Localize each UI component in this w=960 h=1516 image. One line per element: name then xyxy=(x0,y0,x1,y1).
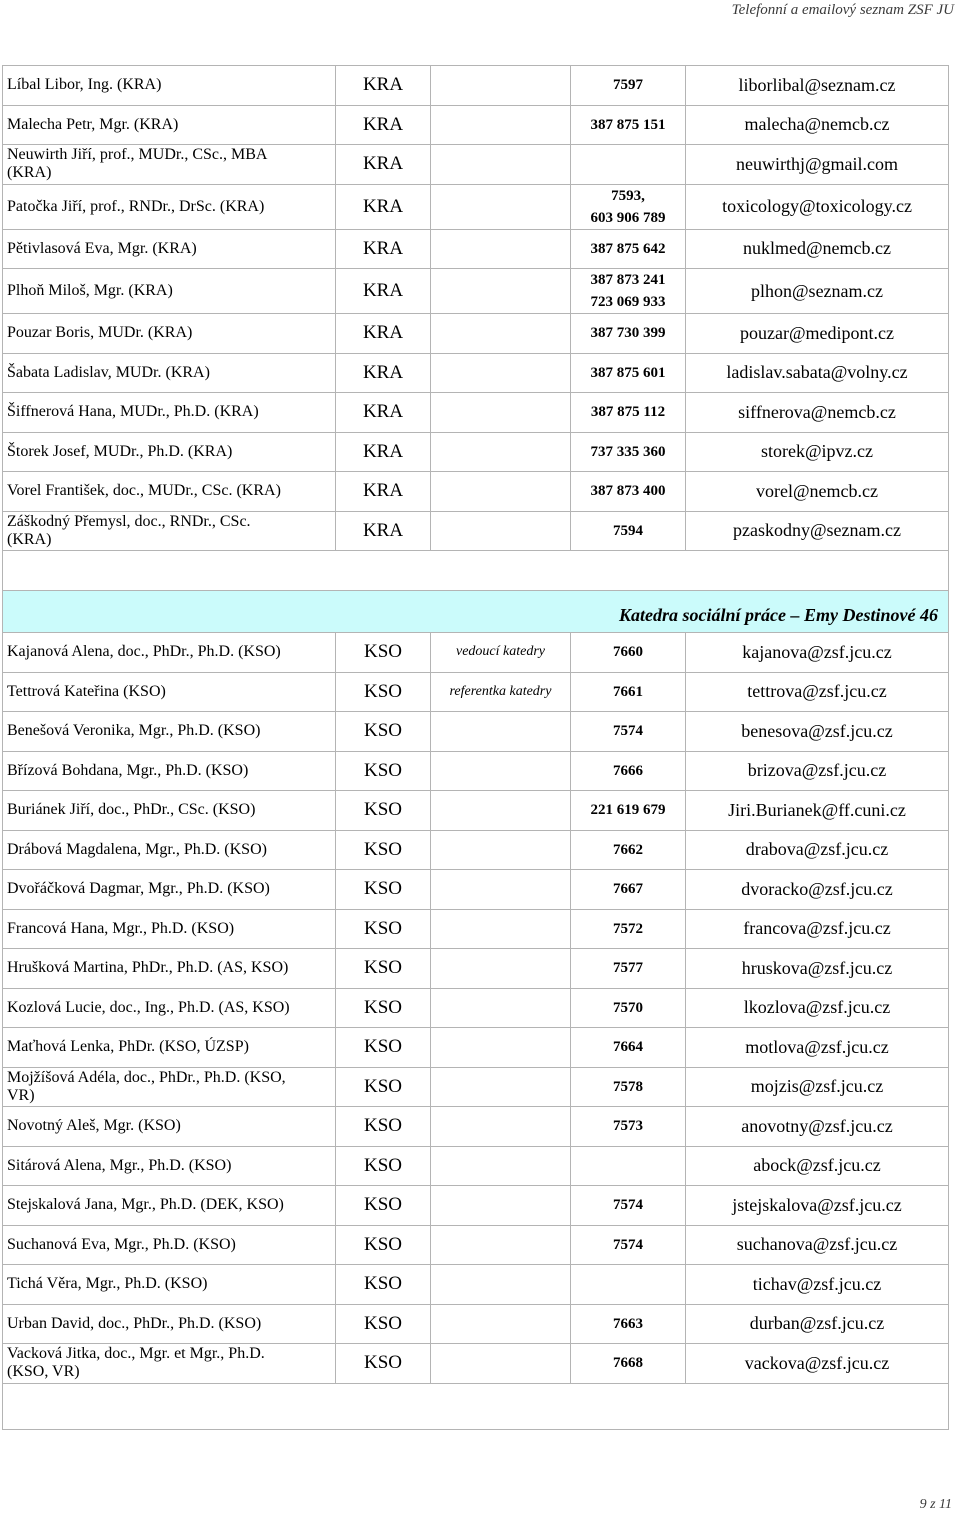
section-heading-row xyxy=(3,591,949,633)
role-cell xyxy=(431,269,571,314)
table-row xyxy=(3,269,949,314)
department-cell: KSO xyxy=(336,672,431,712)
email-cell: nuklmed@nemcb.cz xyxy=(686,229,949,269)
phone-cell: 387 875 112 xyxy=(571,393,686,433)
table-row xyxy=(3,229,949,269)
email-cell: hruskova@zsf.jcu.cz xyxy=(686,949,949,989)
role-cell xyxy=(431,870,571,910)
person-name-cell: Buriánek Jiří, doc., PhDr., CSc. (KSO) xyxy=(3,791,336,831)
email-cell: benesova@zsf.jcu.cz xyxy=(686,712,949,752)
department-cell: KSO xyxy=(336,1146,431,1186)
role-cell xyxy=(431,1304,571,1344)
department-cell: KSO xyxy=(336,791,431,831)
role-cell xyxy=(431,1146,571,1186)
table-row xyxy=(3,1344,949,1384)
role-cell: referentka katedry xyxy=(431,672,571,712)
table-row xyxy=(3,1304,949,1344)
phone-cell: 7574 xyxy=(571,712,686,752)
phone-cell: 7664 xyxy=(571,1028,686,1068)
email-cell: drabova@zsf.jcu.cz xyxy=(686,830,949,870)
person-name-cell: Malecha Petr, Mgr. (KRA) xyxy=(3,105,336,145)
email-cell: malecha@nemcb.cz xyxy=(686,105,949,145)
role-cell xyxy=(431,751,571,791)
phone-cell: 7572 xyxy=(571,909,686,949)
person-name-cell: Stejskalová Jana, Mgr., Ph.D. (DEK, KSO) xyxy=(3,1186,336,1226)
phone-cell: 7574 xyxy=(571,1225,686,1265)
phone-cell: 7660 xyxy=(571,633,686,673)
email-cell: lkozlova@zsf.jcu.cz xyxy=(686,988,949,1028)
table-row xyxy=(3,1225,949,1265)
email-cell: vorel@nemcb.cz xyxy=(686,472,949,512)
role-cell xyxy=(431,66,571,106)
phone-cell: 7666 xyxy=(571,751,686,791)
table-end xyxy=(3,1383,949,1429)
phone-cell: 7578 xyxy=(571,1067,686,1107)
table-row xyxy=(3,105,949,145)
role-cell xyxy=(431,1186,571,1226)
email-cell: suchanova@zsf.jcu.cz xyxy=(686,1225,949,1265)
phone-cell: 7593, 603 906 789 xyxy=(571,184,686,229)
person-name-cell: Drábová Magdalena, Mgr., Ph.D. (KSO) xyxy=(3,830,336,870)
table-row xyxy=(3,988,949,1028)
directory-table xyxy=(2,65,949,1430)
person-name-cell: Sitárová Alena, Mgr., Ph.D. (KSO) xyxy=(3,1146,336,1186)
table-row xyxy=(3,1146,949,1186)
department-cell: KSO xyxy=(336,1107,431,1147)
role-cell xyxy=(431,145,571,185)
department-cell: KRA xyxy=(336,314,431,354)
person-name-cell: Plhoň Miloš, Mgr. (KRA) xyxy=(3,269,336,314)
person-name-cell: Benešová Veronika, Mgr., Ph.D. (KSO) xyxy=(3,712,336,752)
department-cell: KRA xyxy=(336,432,431,472)
blank-row xyxy=(3,551,949,591)
role-cell xyxy=(431,830,571,870)
table-row xyxy=(3,1067,949,1107)
department-cell: KRA xyxy=(336,184,431,229)
phone-cell: 7663 xyxy=(571,1304,686,1344)
role-cell xyxy=(431,1225,571,1265)
table-row xyxy=(3,1028,949,1068)
person-name-cell: Mojžíšová Adéla, doc., PhDr., Ph.D. (KSO, VR) xyxy=(3,1067,336,1107)
table-row xyxy=(3,1107,949,1147)
role-cell xyxy=(431,909,571,949)
department-cell: KSO xyxy=(336,988,431,1028)
person-name-cell: Kajanová Alena, doc., PhDr., Ph.D. (KSO) xyxy=(3,633,336,673)
department-cell: KSO xyxy=(336,949,431,989)
email-cell: pouzar@medipont.cz xyxy=(686,314,949,354)
email-cell: pzaskodny@seznam.cz xyxy=(686,511,949,551)
phone-cell: 7574 xyxy=(571,1186,686,1226)
department-cell: KSO xyxy=(336,1265,431,1305)
person-name-cell: Šabata Ladislav, MUDr. (KRA) xyxy=(3,353,336,393)
table-row xyxy=(3,472,949,512)
table-row xyxy=(3,791,949,831)
department-cell: KSO xyxy=(336,1067,431,1107)
person-name-cell: Tettrová Kateřina (KSO) xyxy=(3,672,336,712)
department-cell: KRA xyxy=(336,145,431,185)
department-cell: KRA xyxy=(336,472,431,512)
person-name-cell: Břízová Bohdana, Mgr., Ph.D. (KSO) xyxy=(3,751,336,791)
role-cell xyxy=(431,712,571,752)
role-cell xyxy=(431,1107,571,1147)
person-name-cell: Štorek Josef, MUDr., Ph.D. (KRA) xyxy=(3,432,336,472)
phone-cell: 387 875 601 xyxy=(571,353,686,393)
table-row xyxy=(3,145,949,185)
person-name-cell: Neuwirth Jiří, prof., MUDr., CSc., MBA (KRA) xyxy=(3,145,336,185)
email-cell: vackova@zsf.jcu.cz xyxy=(686,1344,949,1384)
email-cell: kajanova@zsf.jcu.cz xyxy=(686,633,949,673)
role-cell xyxy=(431,1067,571,1107)
phone-cell: 7594 xyxy=(571,511,686,551)
phone-cell xyxy=(571,145,686,185)
person-name-cell: Suchanová Eva, Mgr., Ph.D. (KSO) xyxy=(3,1225,336,1265)
person-name-cell: Tichá Věra, Mgr., Ph.D. (KSO) xyxy=(3,1265,336,1305)
phone-cell: 7573 xyxy=(571,1107,686,1147)
role-cell xyxy=(431,988,571,1028)
phone-cell: 7597 xyxy=(571,66,686,106)
blank-row xyxy=(3,1383,949,1429)
phone-cell: 7577 xyxy=(571,949,686,989)
person-name-cell: Pětivlasová Eva, Mgr. (KRA) xyxy=(3,229,336,269)
phone-cell: 387 875 642 xyxy=(571,229,686,269)
table-row xyxy=(3,909,949,949)
phone-cell: 7667 xyxy=(571,870,686,910)
phone-cell: 7661 xyxy=(571,672,686,712)
table-row xyxy=(3,511,949,551)
department-cell: KRA xyxy=(336,269,431,314)
role-cell xyxy=(431,105,571,145)
email-cell: francova@zsf.jcu.cz xyxy=(686,909,949,949)
phone-cell: 387 873 400 xyxy=(571,472,686,512)
department-cell: KRA xyxy=(336,393,431,433)
department-cell: KSO xyxy=(336,751,431,791)
person-name-cell: Urban David, doc., PhDr., Ph.D. (KSO) xyxy=(3,1304,336,1344)
section-break xyxy=(3,551,949,633)
table-row xyxy=(3,712,949,752)
department-cell: KRA xyxy=(336,511,431,551)
role-cell xyxy=(431,1028,571,1068)
department-cell: KSO xyxy=(336,1344,431,1384)
person-name-cell: Pouzar Boris, MUDr. (KRA) xyxy=(3,314,336,354)
role-cell xyxy=(431,472,571,512)
email-cell: siffnerova@nemcb.cz xyxy=(686,393,949,433)
document-header-title: Telefonní a emailový seznam ZSF JU xyxy=(731,2,954,18)
table-row xyxy=(3,830,949,870)
email-cell: durban@zsf.jcu.cz xyxy=(686,1304,949,1344)
table-row xyxy=(3,949,949,989)
role-cell xyxy=(431,432,571,472)
table-row xyxy=(3,314,949,354)
table-row xyxy=(3,432,949,472)
table-row xyxy=(3,870,949,910)
phone-cell xyxy=(571,1146,686,1186)
role-cell xyxy=(431,1265,571,1305)
role-cell xyxy=(431,314,571,354)
email-cell: anovotny@zsf.jcu.cz xyxy=(686,1107,949,1147)
person-name-cell: Záškodný Přemysl, doc., RNDr., CSc. (KRA) xyxy=(3,511,336,551)
section-heading-kso: Katedra sociální práce – Emy Destinové 46 xyxy=(3,591,949,633)
kra-section-body xyxy=(3,66,949,551)
email-cell: motlova@zsf.jcu.cz xyxy=(686,1028,949,1068)
table-row xyxy=(3,751,949,791)
table-row xyxy=(3,633,949,673)
table-row xyxy=(3,184,949,229)
table-row xyxy=(3,672,949,712)
phone-cell: 7662 xyxy=(571,830,686,870)
phone-cell: 737 335 360 xyxy=(571,432,686,472)
role-cell xyxy=(431,393,571,433)
person-name-cell: Vacková Jitka, doc., Mgr. et Mgr., Ph.D. (KSO, VR) xyxy=(3,1344,336,1384)
department-cell: KSO xyxy=(336,870,431,910)
email-cell: mojzis@zsf.jcu.cz xyxy=(686,1067,949,1107)
role-cell xyxy=(431,949,571,989)
department-cell: KSO xyxy=(336,633,431,673)
email-cell: neuwirthj@gmail.com xyxy=(686,145,949,185)
email-cell: abock@zsf.jcu.cz xyxy=(686,1146,949,1186)
role-cell xyxy=(431,229,571,269)
person-name-cell: Šiffnerová Hana, MUDr., Ph.D. (KRA) xyxy=(3,393,336,433)
department-cell: KRA xyxy=(336,229,431,269)
department-cell: KSO xyxy=(336,1304,431,1344)
email-cell: brizova@zsf.jcu.cz xyxy=(686,751,949,791)
email-cell: jstejskalova@zsf.jcu.cz xyxy=(686,1186,949,1226)
role-cell xyxy=(431,1344,571,1384)
person-name-cell: Hrušková Martina, PhDr., Ph.D. (AS, KSO) xyxy=(3,949,336,989)
phone-cell xyxy=(571,1265,686,1305)
email-cell: dvoracko@zsf.jcu.cz xyxy=(686,870,949,910)
person-name-cell: Novotný Aleš, Mgr. (KSO) xyxy=(3,1107,336,1147)
table-row xyxy=(3,1186,949,1226)
table-row xyxy=(3,393,949,433)
phone-cell: 387 875 151 xyxy=(571,105,686,145)
role-cell xyxy=(431,791,571,831)
role-cell xyxy=(431,353,571,393)
person-name-cell: Dvořáčková Dagmar, Mgr., Ph.D. (KSO) xyxy=(3,870,336,910)
email-cell: plhon@seznam.cz xyxy=(686,269,949,314)
department-cell: KSO xyxy=(336,1028,431,1068)
email-cell: tichav@zsf.jcu.cz xyxy=(686,1265,949,1305)
phone-cell: 221 619 679 xyxy=(571,791,686,831)
email-cell: liborlibal@seznam.cz xyxy=(686,66,949,106)
role-cell xyxy=(431,184,571,229)
department-cell: KSO xyxy=(336,712,431,752)
table-row xyxy=(3,1265,949,1305)
department-cell: KSO xyxy=(336,909,431,949)
department-cell: KRA xyxy=(336,105,431,145)
phone-cell: 7668 xyxy=(571,1344,686,1384)
role-cell: vedoucí katedry xyxy=(431,633,571,673)
table-row xyxy=(3,66,949,106)
phone-cell: 387 873 241 723 069 933 xyxy=(571,269,686,314)
page-number: 9 z 11 xyxy=(919,1497,952,1512)
department-cell: KSO xyxy=(336,1186,431,1226)
person-name-cell: Patočka Jiří, prof., RNDr., DrSc. (KRA) xyxy=(3,184,336,229)
email-cell: tettrova@zsf.jcu.cz xyxy=(686,672,949,712)
person-name-cell: Líbal Libor, Ing. (KRA) xyxy=(3,66,336,106)
kso-section-body xyxy=(3,633,949,1384)
email-cell: toxicology@toxicology.cz xyxy=(686,184,949,229)
department-cell: KRA xyxy=(336,66,431,106)
person-name-cell: Kozlová Lucie, doc., Ing., Ph.D. (AS, KSO) xyxy=(3,988,336,1028)
phone-cell: 7570 xyxy=(571,988,686,1028)
department-cell: KRA xyxy=(336,353,431,393)
role-cell xyxy=(431,511,571,551)
email-cell: Jiri.Burianek@ff.cuni.cz xyxy=(686,791,949,831)
department-cell: KSO xyxy=(336,830,431,870)
person-name-cell: Maťhová Lenka, PhDr. (KSO, ÚZSP) xyxy=(3,1028,336,1068)
department-cell: KSO xyxy=(336,1225,431,1265)
person-name-cell: Vorel František, doc., MUDr., CSc. (KRA) xyxy=(3,472,336,512)
email-cell: storek@ipvz.cz xyxy=(686,432,949,472)
person-name-cell: Francová Hana, Mgr., Ph.D. (KSO) xyxy=(3,909,336,949)
phone-cell: 387 730 399 xyxy=(571,314,686,354)
email-cell: ladislav.sabata@volny.cz xyxy=(686,353,949,393)
table-row xyxy=(3,353,949,393)
